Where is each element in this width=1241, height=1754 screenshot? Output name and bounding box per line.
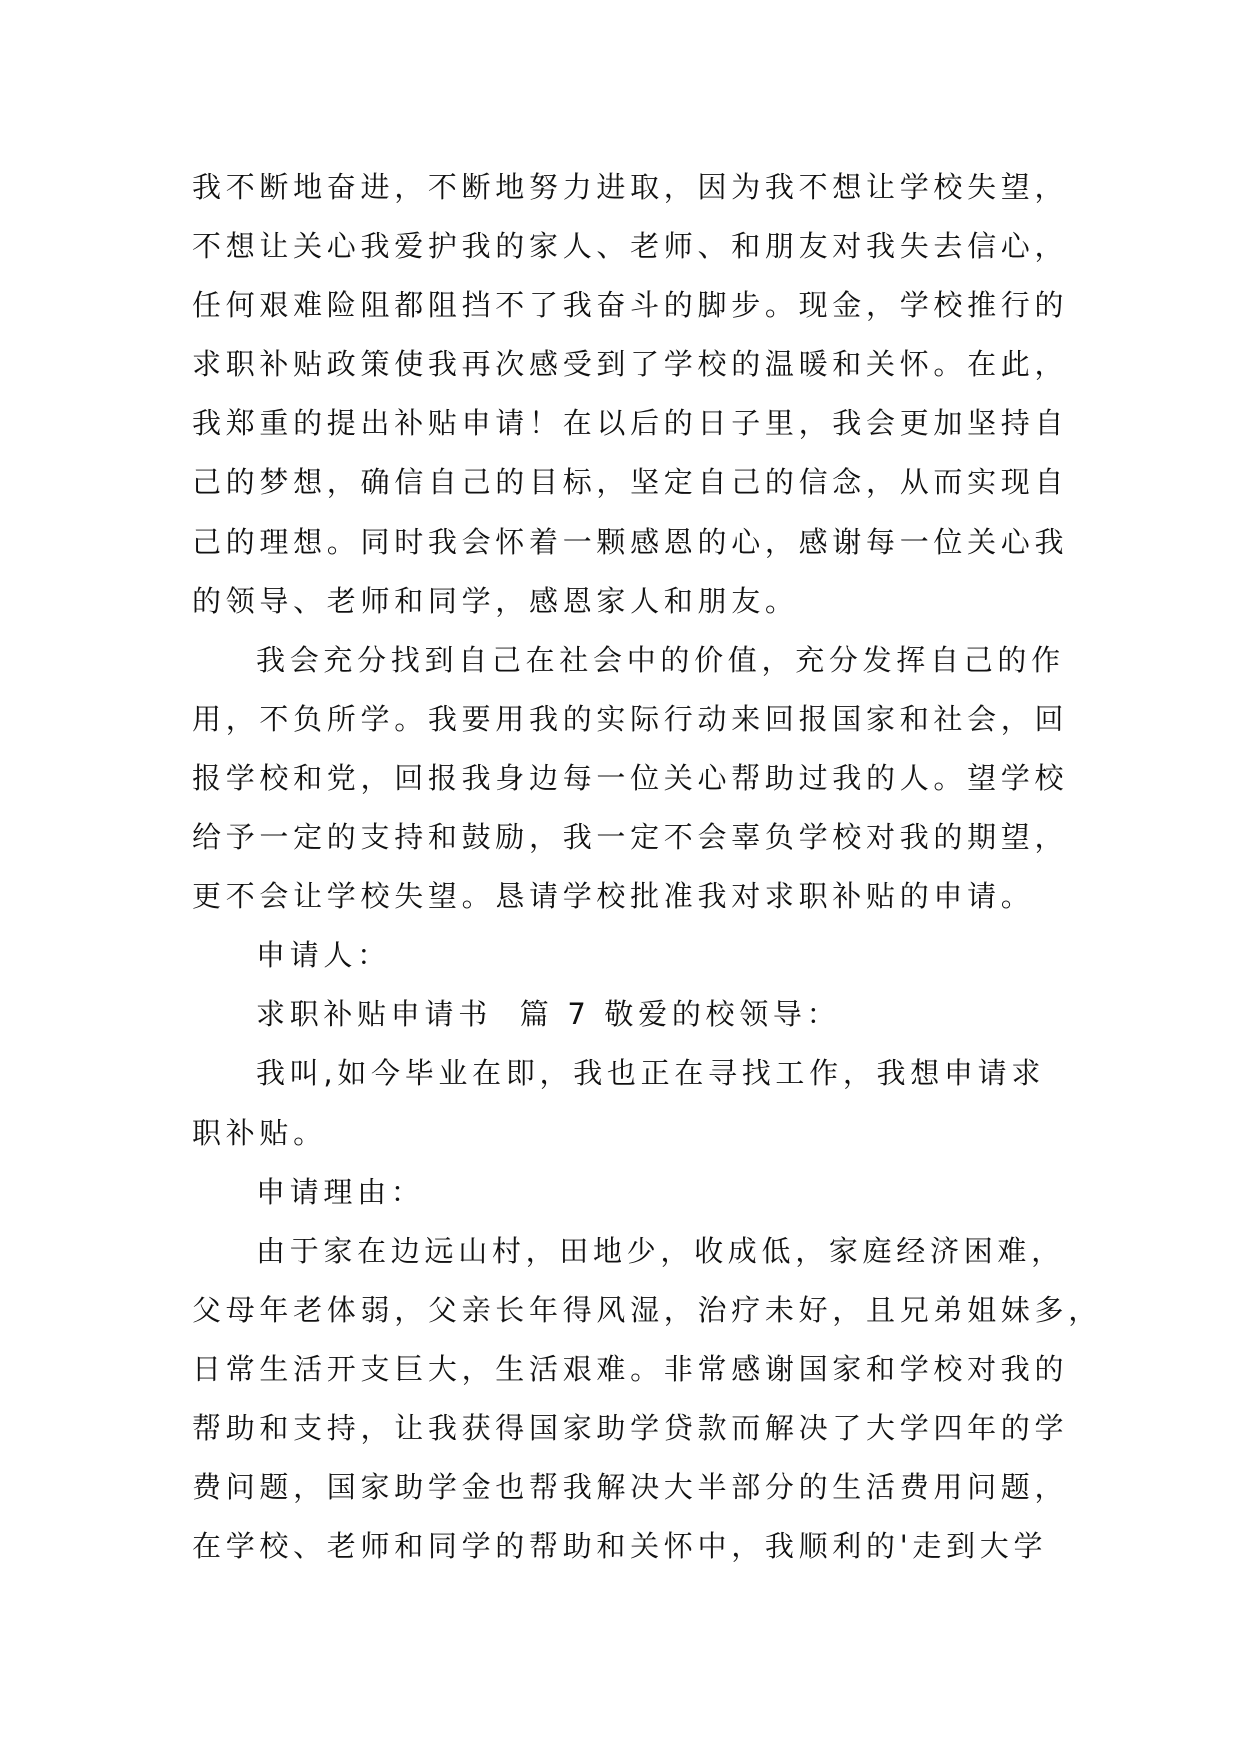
text-line-17: 职补贴。 xyxy=(192,1115,327,1150)
text-line-1: 我不断地奋进，不断地努力进取，因为我不想让学校失望， xyxy=(192,170,1069,204)
text-line-2: 不想让关心我爱护我的家人、老师、和朋友对我失去信心， xyxy=(192,229,1069,264)
text-line-21: 日常生活开支巨大，生活艰难。非常感谢国家和学校对我的 xyxy=(192,1351,1069,1386)
document-body xyxy=(192,158,1102,1576)
reason-label: 申请理由： xyxy=(256,1174,425,1209)
text-line-6: 己的梦想，确信自己的目标，坚定自己的信念，从而实现自 xyxy=(192,465,1069,500)
text-line-10: 用，不负所学。我要用我的实际行动来回报国家和社会，回 xyxy=(192,701,1069,736)
text-line-16: 我叫,如今毕业在即，我也正在寻找工作，我想申请求 xyxy=(256,1056,1046,1091)
text-line-7: 己的理想。同时我会怀着一颗感恩的心，感谢每一位关心我 xyxy=(192,524,1069,559)
text-line-20: 父母年老体弱，父亲长年得风湿，治疗未好，且兄弟姐妹多， xyxy=(192,1292,1102,1327)
text-line-3: 任何艰难险阻都阻挡不了我奋斗的脚步。现金，学校推行的 xyxy=(192,288,1069,323)
text-line-9: 我会充分找到自己在社会中的价值，充分发挥自己的作 xyxy=(256,642,1065,677)
text-line-12: 给予一定的支持和鼓励，我一定不会辜负学校对我的期望， xyxy=(192,820,1069,855)
section-heading: 求职补贴申请书 篇 7 敬爱的校领导： xyxy=(256,997,841,1032)
text-line-11: 报学校和党，回报我身边每一位关心帮助过我的人。望学校 xyxy=(192,760,1069,795)
text-line-5: 我郑重的提出补贴申请！在以后的日子里，我会更加坚持自 xyxy=(192,406,1069,441)
text-line-8: 的领导、老师和同学，感恩家人和朋友。 xyxy=(192,583,799,618)
text-line-4: 求职补贴政策使我再次感受到了学校的温暖和关怀。在此， xyxy=(192,347,1069,382)
applicant-label: 申请人： xyxy=(256,938,391,973)
text-line-23: 费问题，国家助学金也帮我解决大半部分的生活费用问题， xyxy=(192,1470,1069,1505)
text-line-13: 更不会让学校失望。恳请学校批准我对求职补贴的申请。 xyxy=(192,879,1035,914)
text-line-24: 在学校、老师和同学的帮助和关怀中，我顺利的'走到大学 xyxy=(192,1529,1048,1564)
text-line-22: 帮助和支持，让我获得国家助学贷款而解决了大学四年的学 xyxy=(192,1410,1069,1445)
text-line-19: 由于家在边远山村，田地少，收成低，家庭经济困难， xyxy=(256,1233,1065,1268)
